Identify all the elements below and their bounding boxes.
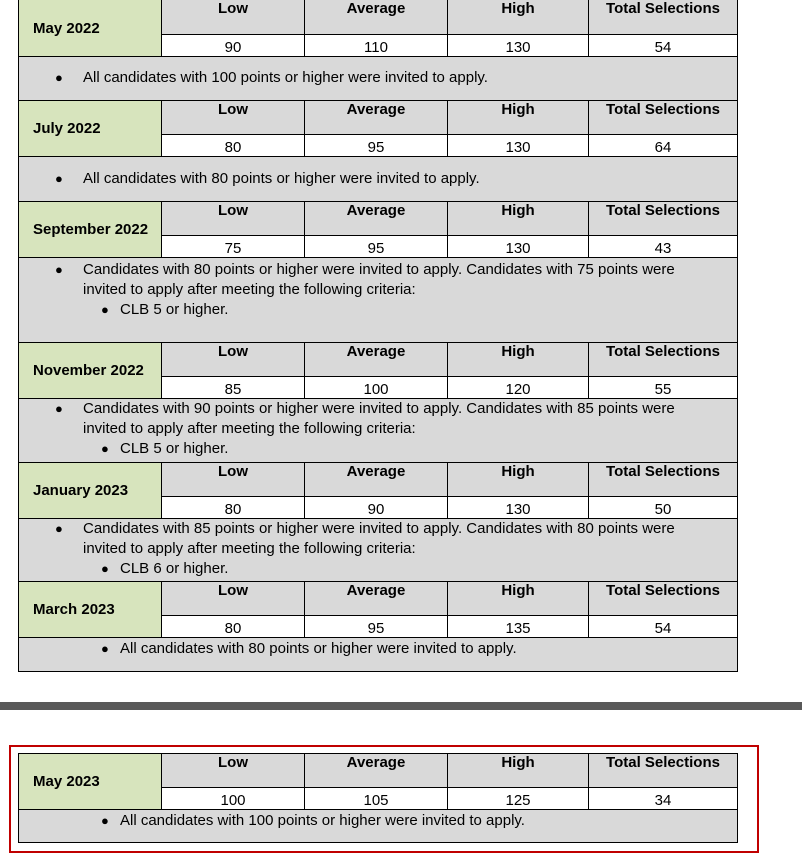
value-total: 50 bbox=[589, 497, 738, 519]
draw-notes bbox=[19, 810, 738, 843]
note-bullet bbox=[19, 519, 737, 539]
bullet-icon: ● bbox=[55, 70, 63, 85]
draw-notes bbox=[19, 57, 738, 101]
note-text: invited to apply after meeting the following criteria: bbox=[83, 281, 416, 298]
header-high: High bbox=[448, 0, 589, 35]
header-low: Low bbox=[162, 582, 305, 616]
criteria-bullet bbox=[19, 300, 737, 320]
header-average: Average bbox=[305, 463, 448, 497]
note-continuation bbox=[19, 419, 737, 439]
criteria-bullet bbox=[19, 559, 737, 579]
bullet-icon: ● bbox=[55, 171, 63, 186]
value-high: 135 bbox=[448, 616, 589, 638]
criteria-text: CLB 5 or higher. bbox=[120, 440, 229, 457]
value-low: 100 bbox=[162, 788, 305, 810]
value-high: 130 bbox=[448, 497, 589, 519]
header-average: Average bbox=[305, 582, 448, 616]
criteria-bullet bbox=[19, 639, 737, 659]
header-high: High bbox=[448, 101, 589, 135]
draw-date-label: July 2022 bbox=[19, 101, 162, 157]
note-continuation bbox=[19, 280, 737, 300]
header-low: Low bbox=[162, 463, 305, 497]
note-text: All candidates with 80 points or higher were invited to apply. bbox=[83, 170, 480, 187]
header-low: Low bbox=[162, 101, 305, 135]
note-text: Candidates with 80 points or higher were invited to apply. Candidates with 75 points were bbox=[83, 261, 675, 278]
draw-date-label: September 2022 bbox=[19, 202, 162, 258]
draw-table-november-2022 bbox=[18, 342, 738, 463]
value-high: 130 bbox=[448, 135, 589, 157]
header-total-selections: Total Selections bbox=[589, 101, 738, 135]
note-text: Candidates with 85 points or higher were invited to apply. Candidates with 80 points were bbox=[83, 520, 675, 537]
bullet-icon: ● bbox=[101, 561, 109, 576]
header-high: High bbox=[448, 343, 589, 377]
note-bullet bbox=[19, 68, 737, 88]
value-total: 54 bbox=[589, 616, 738, 638]
value-average: 110 bbox=[305, 35, 448, 57]
value-low: 80 bbox=[162, 135, 305, 157]
header-high: High bbox=[448, 754, 589, 788]
draw-date-label: January 2023 bbox=[19, 463, 162, 519]
header-total-selections: Total Selections bbox=[589, 582, 738, 616]
value-total: 54 bbox=[589, 35, 738, 57]
header-high: High bbox=[448, 463, 589, 497]
value-average: 90 bbox=[305, 497, 448, 519]
header-total-selections: Total Selections bbox=[589, 202, 738, 236]
value-high: 130 bbox=[448, 236, 589, 258]
header-average: Average bbox=[305, 202, 448, 236]
section-divider bbox=[0, 702, 802, 710]
criteria-text: All candidates with 100 points or higher were invited to apply. bbox=[120, 812, 525, 829]
value-low: 80 bbox=[162, 497, 305, 519]
draw-notes bbox=[19, 258, 738, 343]
header-average: Average bbox=[305, 0, 448, 35]
value-high: 120 bbox=[448, 377, 589, 399]
criteria-text: CLB 6 or higher. bbox=[120, 560, 229, 577]
draw-table-march-2023 bbox=[18, 581, 738, 672]
note-text: All candidates with 100 points or higher were invited to apply. bbox=[83, 69, 488, 86]
draw-date-label: May 2023 bbox=[19, 754, 162, 810]
header-total-selections: Total Selections bbox=[589, 463, 738, 497]
draw-table-may-2022 bbox=[18, 0, 738, 101]
note-continuation bbox=[19, 539, 737, 559]
bullet-icon: ● bbox=[55, 401, 63, 416]
bullet-icon: ● bbox=[101, 441, 109, 456]
header-average: Average bbox=[305, 101, 448, 135]
header-high: High bbox=[448, 582, 589, 616]
note-text: invited to apply after meeting the following criteria: bbox=[83, 420, 416, 437]
draw-notes bbox=[19, 638, 738, 672]
criteria-bullet bbox=[19, 439, 737, 459]
bullet-icon: ● bbox=[101, 641, 109, 656]
header-average: Average bbox=[305, 343, 448, 377]
value-low: 90 bbox=[162, 35, 305, 57]
note-text: invited to apply after meeting the following criteria: bbox=[83, 540, 416, 557]
header-low: Low bbox=[162, 754, 305, 788]
draw-table-july-2022 bbox=[18, 100, 738, 202]
value-average: 95 bbox=[305, 236, 448, 258]
value-average: 100 bbox=[305, 377, 448, 399]
header-low: Low bbox=[162, 0, 305, 35]
value-total: 43 bbox=[589, 236, 738, 258]
value-average: 95 bbox=[305, 616, 448, 638]
header-low: Low bbox=[162, 202, 305, 236]
header-low: Low bbox=[162, 343, 305, 377]
criteria-text: CLB 5 or higher. bbox=[120, 301, 229, 318]
draw-notes bbox=[19, 519, 738, 583]
header-high: High bbox=[448, 202, 589, 236]
draw-date-label: November 2022 bbox=[19, 343, 162, 399]
draw-table-september-2022 bbox=[18, 201, 738, 343]
value-total: 64 bbox=[589, 135, 738, 157]
criteria-text: All candidates with 80 points or higher were invited to apply. bbox=[120, 640, 517, 657]
draw-table-january-2023 bbox=[18, 462, 738, 583]
bullet-icon: ● bbox=[55, 521, 63, 536]
note-text: Candidates with 90 points or higher were invited to apply. Candidates with 85 points were bbox=[83, 400, 675, 417]
note-bullet bbox=[19, 260, 737, 280]
bullet-icon: ● bbox=[55, 262, 63, 277]
bullet-icon: ● bbox=[101, 813, 109, 828]
value-average: 105 bbox=[305, 788, 448, 810]
header-average: Average bbox=[305, 754, 448, 788]
criteria-bullet bbox=[19, 811, 737, 831]
header-total-selections: Total Selections bbox=[589, 343, 738, 377]
header-total-selections: Total Selections bbox=[589, 754, 738, 788]
value-high: 130 bbox=[448, 35, 589, 57]
value-total: 34 bbox=[589, 788, 738, 810]
draw-date-label: March 2023 bbox=[19, 582, 162, 638]
note-bullet bbox=[19, 169, 737, 189]
value-low: 80 bbox=[162, 616, 305, 638]
header-total-selections: Total Selections bbox=[589, 0, 738, 35]
draw-notes bbox=[19, 399, 738, 463]
value-low: 85 bbox=[162, 377, 305, 399]
note-bullet bbox=[19, 399, 737, 419]
value-total: 55 bbox=[589, 377, 738, 399]
draw-date-label: May 2022 bbox=[19, 0, 162, 57]
draw-notes bbox=[19, 157, 738, 202]
value-average: 95 bbox=[305, 135, 448, 157]
value-low: 75 bbox=[162, 236, 305, 258]
draw-table-may-2023 bbox=[18, 753, 738, 843]
bullet-icon: ● bbox=[101, 302, 109, 317]
value-high: 125 bbox=[448, 788, 589, 810]
